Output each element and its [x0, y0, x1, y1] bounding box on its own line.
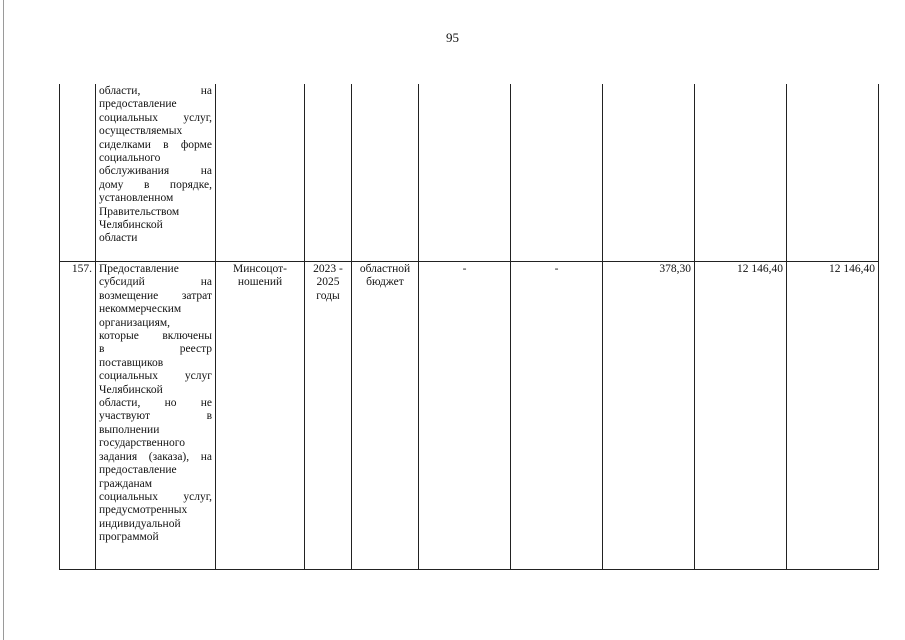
- cell-col7: [603, 84, 695, 262]
- description-line: Предоставление: [99, 263, 179, 275]
- description-line: организациям,: [99, 316, 171, 329]
- cell-source: [352, 84, 419, 262]
- cell-col9: 12 146,40: [787, 262, 879, 570]
- page-edge-line: [3, 0, 4, 640]
- description-line: сиделками в форме: [99, 138, 212, 151]
- description-line: программой: [99, 531, 159, 544]
- cell-col9: [787, 84, 879, 262]
- description-line: некоммерческим: [99, 303, 182, 316]
- description-line: предоставление: [99, 98, 177, 111]
- table-row-157: [60, 262, 879, 570]
- description-line: предусмотренных: [99, 504, 188, 517]
- cell-col6: [511, 84, 603, 262]
- description-line: задания (заказа), на: [99, 450, 212, 463]
- description-text: [99, 85, 212, 246]
- cell-col5: -: [419, 262, 511, 570]
- description-line: области, на: [99, 85, 212, 97]
- description-line: Челябинской: [99, 383, 163, 396]
- cell-number: [60, 84, 96, 262]
- description-line: индивидуальной: [99, 517, 181, 530]
- description-line: области: [99, 232, 138, 245]
- cell-source: [352, 262, 419, 570]
- cell-description: [96, 262, 216, 570]
- cell-period: [305, 262, 352, 570]
- cell-col6: -: [511, 262, 603, 570]
- description-line: дому в порядке,: [99, 178, 212, 191]
- cell-number: 157.: [60, 262, 96, 570]
- description-line: предоставление: [99, 464, 177, 477]
- cell-description: [96, 84, 216, 262]
- description-line: которые включены: [99, 330, 212, 343]
- description-line: государственного: [99, 437, 185, 450]
- description-line: осуществляемых: [99, 125, 183, 138]
- description-line: области, но не: [99, 397, 212, 410]
- description-text: [99, 263, 212, 545]
- period-line: 2023 -: [313, 263, 343, 275]
- table-row-continued: [60, 84, 879, 262]
- description-line: гражданам: [99, 477, 153, 490]
- executor-line: Минсоцот-: [233, 263, 287, 275]
- description-line: субсидий на: [99, 276, 212, 289]
- description-line: социальных услуг,: [99, 111, 212, 124]
- description-line: установленном: [99, 192, 174, 205]
- page-number: 95: [446, 30, 459, 45]
- source-line: областной: [359, 263, 411, 275]
- description-line: выполнении: [99, 423, 160, 436]
- cell-col7: 378,30: [603, 262, 695, 570]
- description-line: социальных услуг: [99, 370, 212, 383]
- description-line: Челябинской: [99, 219, 163, 232]
- cell-executor: [216, 84, 305, 262]
- cell-period: [305, 84, 352, 262]
- description-line: Правительством: [99, 205, 180, 218]
- description-line: обслуживания на: [99, 165, 212, 178]
- cell-executor: [216, 262, 305, 570]
- source-line: бюджет: [366, 276, 404, 289]
- period-line: годы: [316, 289, 340, 302]
- description-line: социальных услуг,: [99, 490, 212, 503]
- executor-line: ношений: [237, 276, 283, 289]
- description-line: в реестр: [99, 343, 212, 356]
- description-line: возмещение затрат: [99, 289, 212, 302]
- budget-table: [59, 84, 879, 570]
- description-line: поставщиков: [99, 356, 164, 369]
- cell-col5: [419, 84, 511, 262]
- cell-col8: [695, 84, 787, 262]
- cell-col8: 12 146,40: [695, 262, 787, 570]
- description-line: социального: [99, 152, 161, 165]
- description-line: участвуют в: [99, 410, 212, 423]
- period-line: 2025: [316, 276, 340, 289]
